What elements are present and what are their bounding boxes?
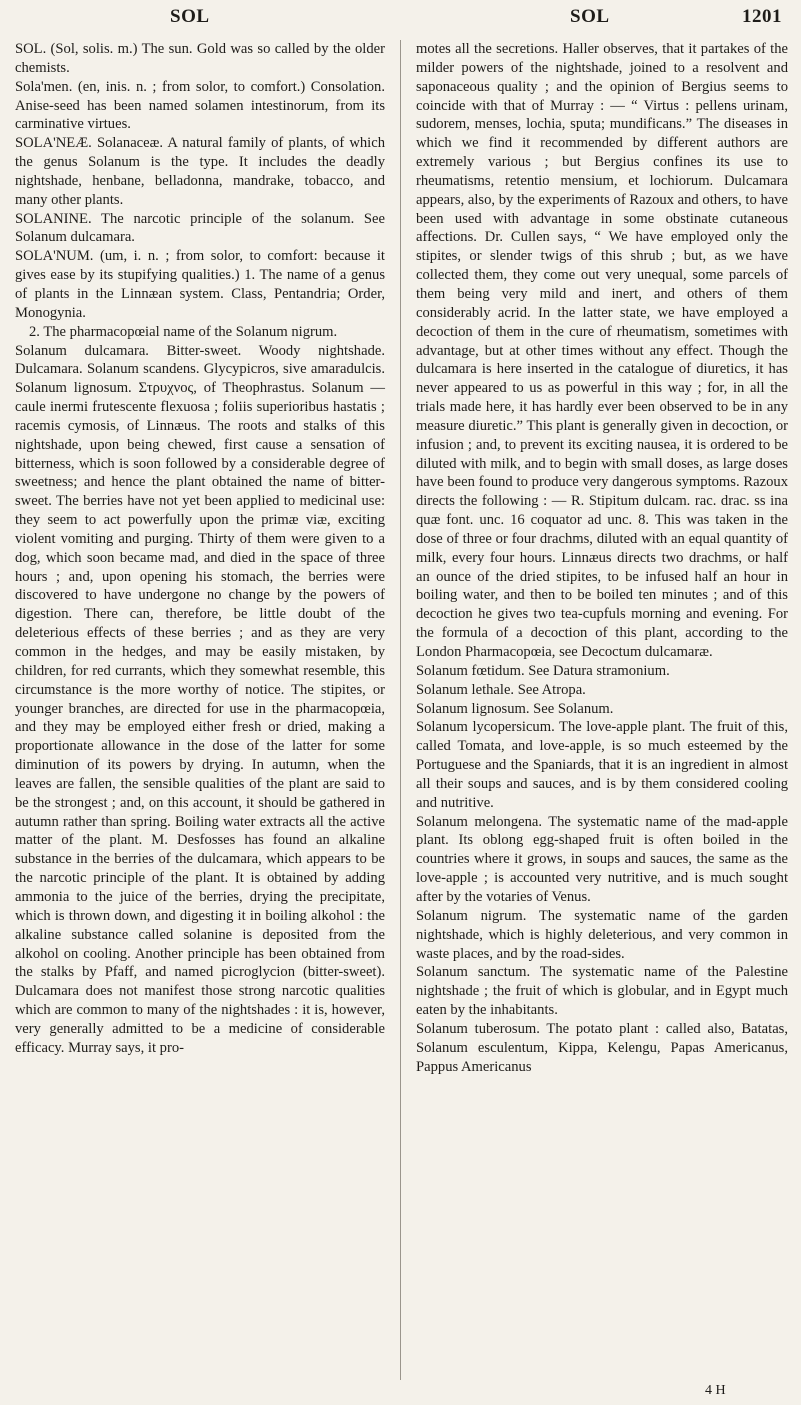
entry-sol: SOL. (Sol, solis. m.) The sun. Gold was so called by the older chemists. xyxy=(15,41,385,76)
entry-solanum: SOLA'NUM. (um, i. n. ; from solor, to comfort: because it gives ease by its stupifying qualities.) 1. The name of a genus of plants in the Linnæan system. Class, Pentandria; Order, Monogynia. xyxy=(15,248,385,321)
entry-dulcamara-continued: motes all the secretions. Haller observes, that it partakes of the milder powers of the nightshade, joined to a resolvent and saponaceous quality ; and the opinion of Bergius seems to coincide with that of Murray : — “ Virtus : pellens urinam, sudorem, menses, lochia, sputa; mundificans.” The diseases in which we find it recommended by different authors are extremely various ; but Bergius confines its use to rheumatisms, retentio mensium, et lochiorum. Dulcamara appears, also, by the experiments of Razoux and others, to have been used with advantage in some obstinate cutaneous affections. Dr. Cullen says, “ We have employed only the stipites, or slender twigs of this shrub ; but, as we have collected them, they come out very unequal, some parcels of them being very mild and inert, and others of them considerably acrid. In the latter state, we have employed a decoction of them in the cure of rheumatism, sometimes with advantage, but at other times without any effect. Though the dulcamara is here inserted in the catalogue of diuretics, it has never appeared to us as powerful in this way ; for, in all the trials made here, it has hardly ever been observed to be in any measure diuretic.” This plant is generally given in decoction, or infusion ; and, to prevent its exciting nausea, it is ordered to be diluted with milk, and to begin with small doses, as large doses have been found to produce very dangerous symptoms. Razoux directs the following : — R. Stipitum dulcam. rac. drac. ss ina quæ font. unc. 16 coquator ad unc. 8. This was taken in the dose of three or four drachms, diluted with an equal quantity of milk, every four hours. Linnæus directs two drachms, or half an ounce of the dried stipites, to be infused half an hour in boiling water, and then to be boiled ten minutes ; and of this decoction he gives two tea-cupfuls morning and evening. For the formula of a decoction of this plant, according to the London Pharmacopœia, see Decoctum dulcamaræ. xyxy=(416,41,788,660)
entry-solanum-foetidum: Solanum fœtidum. See Datura stramonium. xyxy=(416,662,670,679)
entry-solaneae: SOLA'NEÆ. Solanaceæ. A natural family of plants, of which the genus Solanum is the type. It includes the deadly nightshade, henbane, belladonna, mandrake, tobacco, and many other plants. xyxy=(15,135,385,208)
entry-solanum-dulcamara: Solanum dulcamara. Bitter-sweet. Woody nightshade. Dulcamara. Solanum scandens. Glycypicros, sive amaradulcis. Solanum lignosum. Στρυχνος, of Theophrastus. Solanum — caule inermi frutescente flexuosa ; foliis superioribus hastatis ; racemis cymosis, of Linnæus. The roots and stalks of this nightshade, upon being chewed, first cause a sensation of bitterness, which is soon followed by a considerable degree of sweetness; and hence the plant obtained the name of bitter-sweet. The berries have not yet been applied to medicinal use: they seem to act powerfully upon the primæ viæ, exciting violent vomiting and purging. Thirty of them were given to a dog, which soon became mad, and died in the space of three hours ; and, upon opening his stomach, the berries were discovered to have undergone no change by the powers of digestion. There can, therefore, be little doubt of the deleterious effects of these berries ; and as they are very common in the hedges, and may be easily mistaken, by children, for red currants, which they somewhat resemble, this circumstance is the more worthy of notice. The stipites, or younger branches, are directed for use in the pharmacopœia, and they may be employed either fresh or dried, making a proportionate allowance in the dose of the latter for some diminution of its powers by drying. In autumn, when the leaves are fallen, the sensible qualities of the plant are said to be the strongest ; and, on this account, it should be gathered in autumn rather than spring. Boiling water extracts all the active matter of the plant. M. Desfosses has found an alkaline substance in the berries of the dulcamara, which appears to be the narcotic principle of the plant. It is obtained by adding ammonia to the juice of the berries, drying the precipitate, which is thrown down, and digesting it in boiling alkohol : the alkaline substance called solanine is deposited from the alkohol on cooling. Another principle has been obtained from the stalks by Pfaff, and named picroglycion (bitter-sweet). Dulcamara does not manifest those strong narcotic qualities which are common to many of the nightshades : it is, however, very generally admitted to be a medicine of considerable efficacy. Murray says, it pro- xyxy=(15,342,385,1056)
entry-solanum-tuberosum: Solanum tuberosum. The potato plant : called also, Batatas, Solanum esculentum, Kippa, Kelengu, Papas Americanus, Pappus Americanus xyxy=(416,1020,788,1075)
running-head-left: SOL xyxy=(170,6,210,27)
entry-solanum-lethale: Solanum lethale. See Atropa. xyxy=(416,681,586,698)
column-divider xyxy=(400,40,401,1380)
entry-solamen: Sola'men. (en, inis. n. ; from solor, to comfort.) Consolation. Anise-seed has been named solamen intestinorum, from its carminative virtues. xyxy=(15,78,385,133)
page-number: 1201 xyxy=(742,6,782,27)
entry-solanum-lycopersicum: Solanum lycopersicum. The love-apple plant. The fruit of this, called Tomata, and love-apple, is so much esteemed by the Portuguese and the Spaniards, that it is an ingredient in almost all their soups and sauces, and is by them considered cooling and nutritive. xyxy=(416,719,788,811)
entry-solanum-lignosum: Solanum lignosum. See Solanum. xyxy=(416,700,614,717)
signature-mark: 4 H xyxy=(705,1383,726,1398)
entry-solanine: SOLANINE. The narcotic principle of the solanum. See Solanum dulcamara. xyxy=(15,210,385,246)
entry-solanum-nigrum: Solanum nigrum. The systematic name of the garden nightshade, which is highly deleterious, and very common in waste places, and by the road-sides. xyxy=(416,907,788,962)
right-column xyxy=(416,40,788,1076)
entry-solanum-melongena: Solanum melongena. The systematic name of the mad-apple plant. Its oblong egg-shaped fruit is often boiled in the countries where it grows, in soups and sauces, the same as the love-apple ; is accounted very nutritive, and is much sought after by the votaries of Venus. xyxy=(416,813,788,905)
entry-solanum-sanctum: Solanum sanctum. The systematic name of the Palestine nightshade ; the fruit of which is globular, and in Egypt much eaten by the inhabitants. xyxy=(416,964,788,1019)
left-column xyxy=(15,40,385,1058)
running-head-right: SOL xyxy=(570,6,610,27)
entry-solanum-sense-2: 2. The pharmacopœial name of the Solanum nigrum. xyxy=(29,323,338,340)
